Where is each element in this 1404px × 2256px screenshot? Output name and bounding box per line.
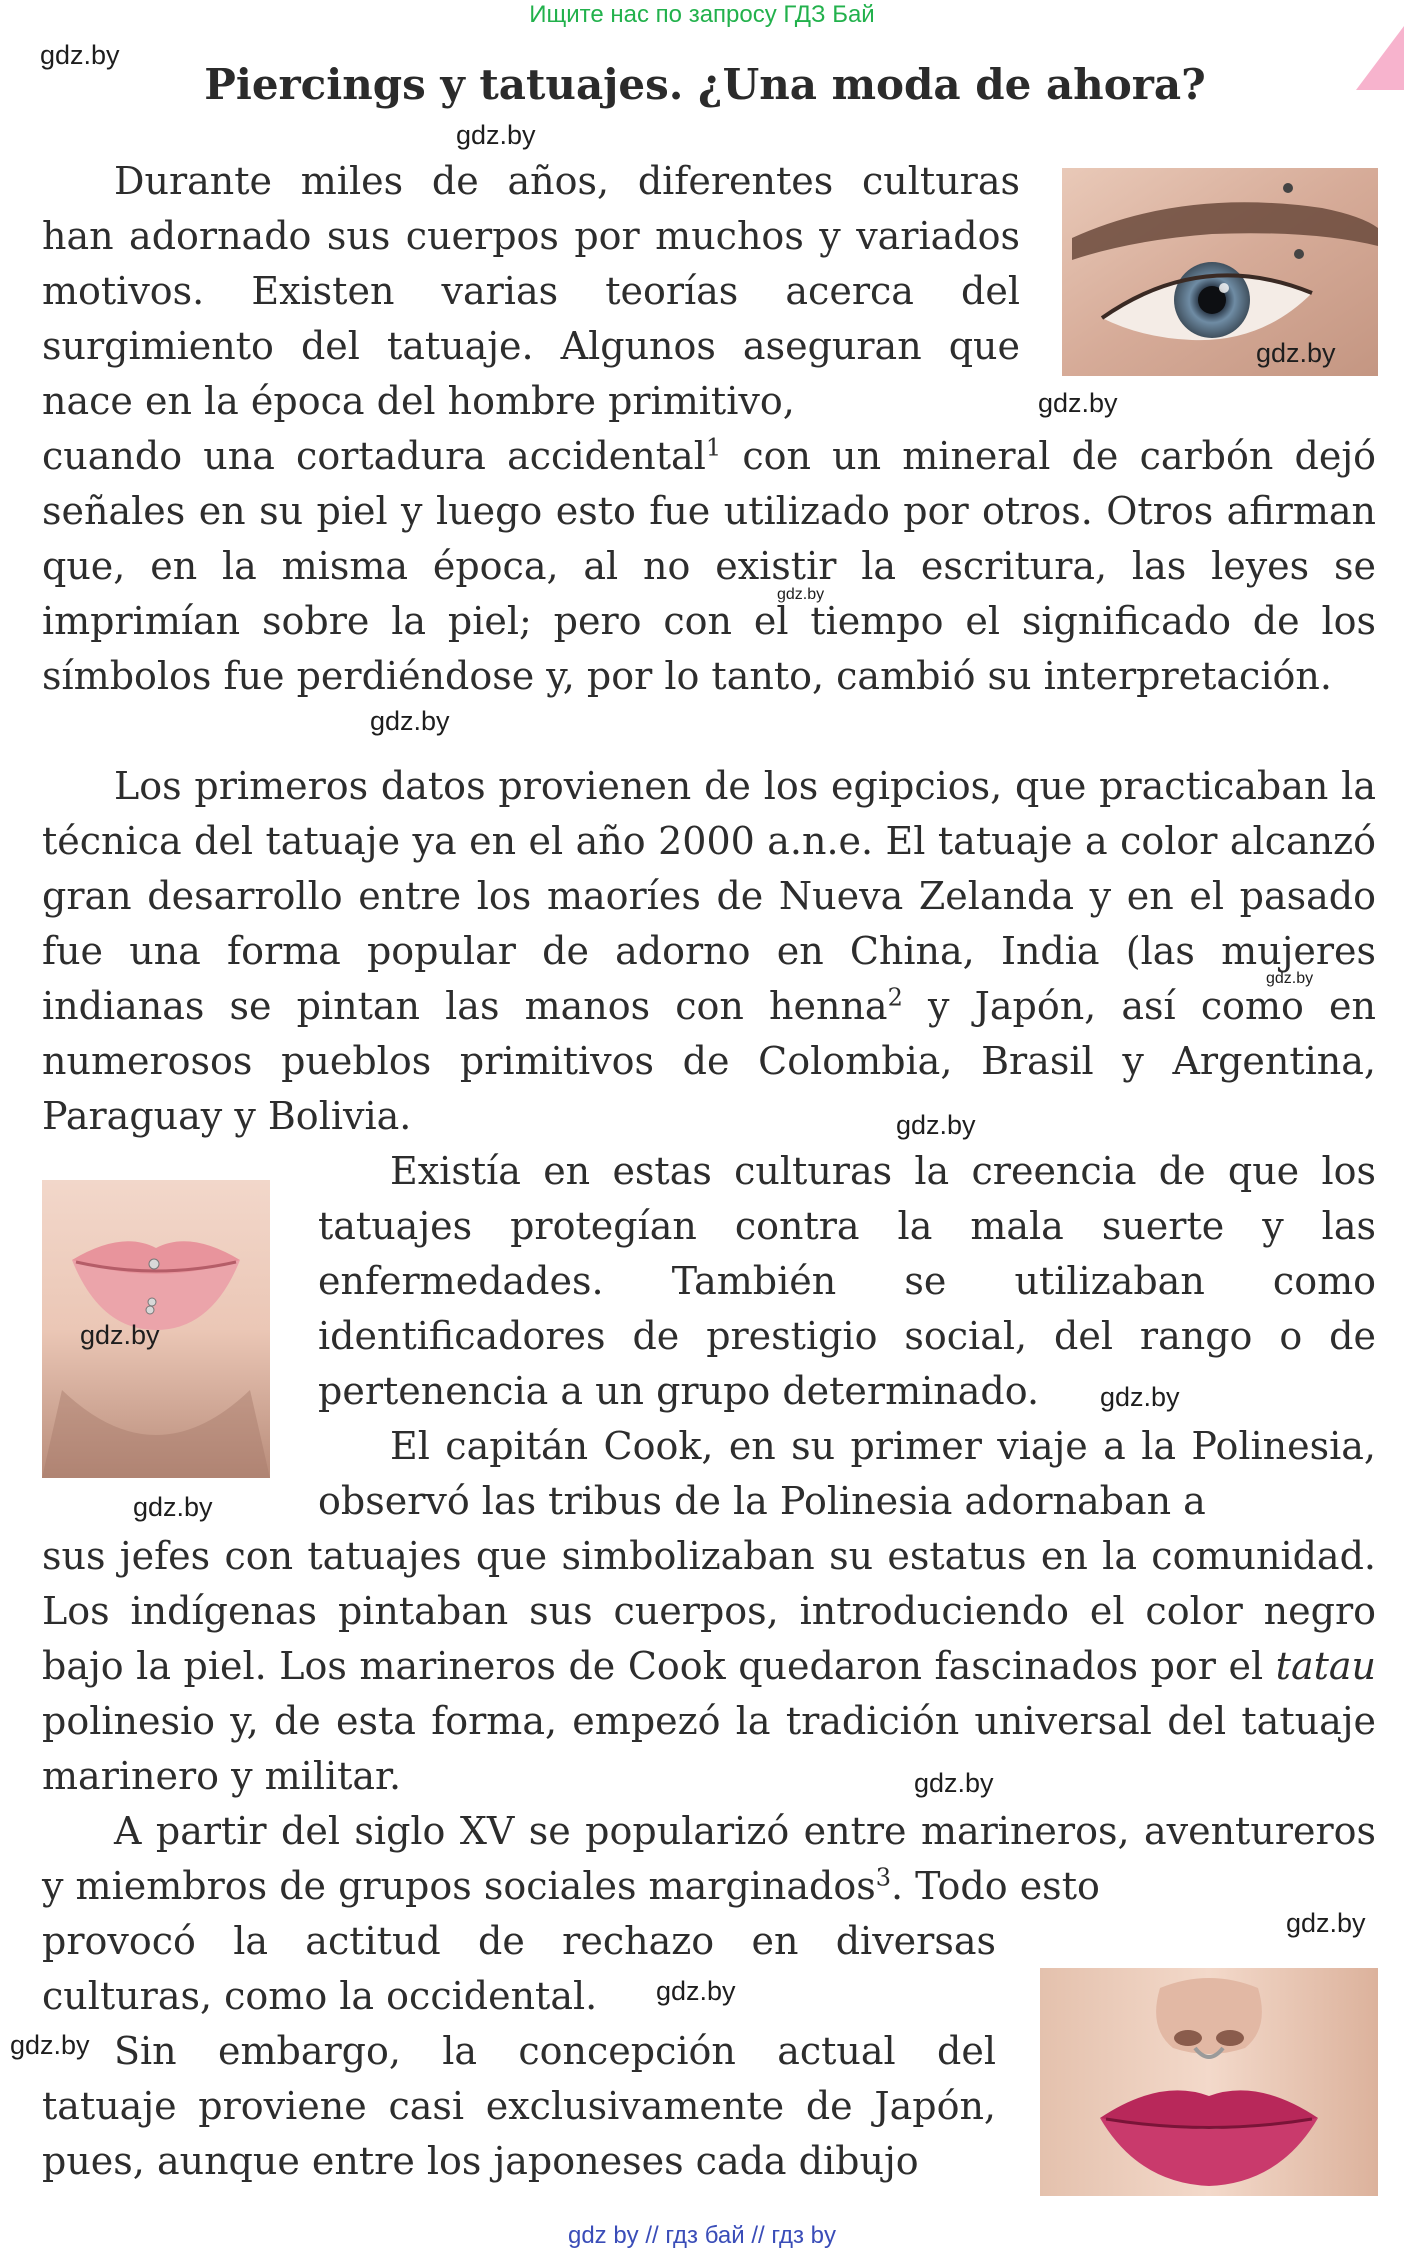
watermark: gdz.by (40, 40, 120, 70)
watermark: gdz.by (1256, 338, 1336, 368)
paragraph-2: Los primeros datos provienen de los egipcios, que practicaban la técnica del tatuaje ya en el año 2000 a.n.e. El tatuaje a color alcanzó gran desarrollo entre los maoríes de Nueva Zelanda y en el pasado fue una forma popular de adorno en China, India (las mujeres indianas se pintan las manos con henna$^2$ y Japón, así como en numerosos pueblos primitivos de Colombia, Brasil y Argentina, Paraguay y Bolivia. (42, 764, 1376, 1138)
paragraph-5-continued: provocó la actitud de rechazo en diversas culturas, como la occidental. (42, 1919, 996, 2018)
watermark: gdz.by (1266, 970, 1314, 987)
page-title: Piercings y tatuajes. ¿Una moda de ahora? (204, 60, 1206, 109)
paragraph-6: Sin embargo, la concepción actual del tatuaje proviene casi exclusivamente de Japón, pues, aunque entre los japoneses cada dibujo (42, 2029, 996, 2183)
watermark: gdz.by (914, 1768, 994, 1798)
paragraph-1-continued: cuando una cortadura accidental$^1$ con un mineral de carbón dejó señales en su piel y luego esto fue utilizado por otros. Otros afirman que, en la misma época, al no existir la escritura, las leyes se imprimían sobre la piel; pero con el tiempo el significado de los símbolos fue perdiéndose y, por lo tanto, cambió su interpretación. (42, 433, 1376, 698)
watermark: gdz.by (1100, 1382, 1180, 1412)
watermark: gdz.by (896, 1110, 976, 1140)
watermark: gdz.by (656, 1976, 736, 2006)
paragraph-3: Existía en estas culturas la creencia de que los tatuajes protegían contra la mala suerte y las enfermedades. También se utilizaban como identificadores de prestigio social, del rango o de pertenencia a un grupo determinado. (318, 1149, 1376, 1413)
search-banner[interactable]: Ищите нас по запросу ГДЗ Бай (529, 1, 875, 28)
watermark: gdz.by (1286, 1908, 1366, 1938)
paragraph-1-intro: Durante miles de años, diferentes culturas han adornado sus cuerpos por muchos y variados motivos. Existen varias teorías acerca del surgimiento del tatuaje. Algunos aseguran que nace en la época del hombre primitivo, (42, 159, 1020, 423)
paragraph-5: A partir del siglo XV se popularizó entre marineros, aventureros y miembros de grupos sociales marginados$^3$. Todo esto (42, 1809, 1376, 1908)
watermark: gdz.by (133, 1492, 213, 1522)
watermark: gdz.by (370, 706, 450, 736)
watermark: gdz.by (80, 1320, 160, 1350)
footer-watermark: gdz by // гдз бай // гдз by (567, 2222, 837, 2249)
watermark: gdz.by (10, 2030, 90, 2060)
paragraph-4-continued: sus jefes con tatuajes que simbolizaban su estatus en la comunidad. Los indígenas pintaban sus cuerpos, introduciendo el color negro bajo la piel. Los marineros de Cook quedaron fascinados por el tatau polinesio y, de esta forma, empezó la tradición universal del tatuaje marinero y militar. (42, 1534, 1376, 1798)
watermark: gdz.by (777, 586, 825, 603)
watermark: gdz.by (456, 120, 536, 150)
septum-piercing-photo (1040, 1968, 1378, 2196)
watermark: gdz.by (1038, 388, 1118, 418)
paragraph-4: El capitán Cook, en su primer viaje a la Polinesia, observó las tribus de la Polinesia adornaban a (318, 1424, 1376, 1523)
